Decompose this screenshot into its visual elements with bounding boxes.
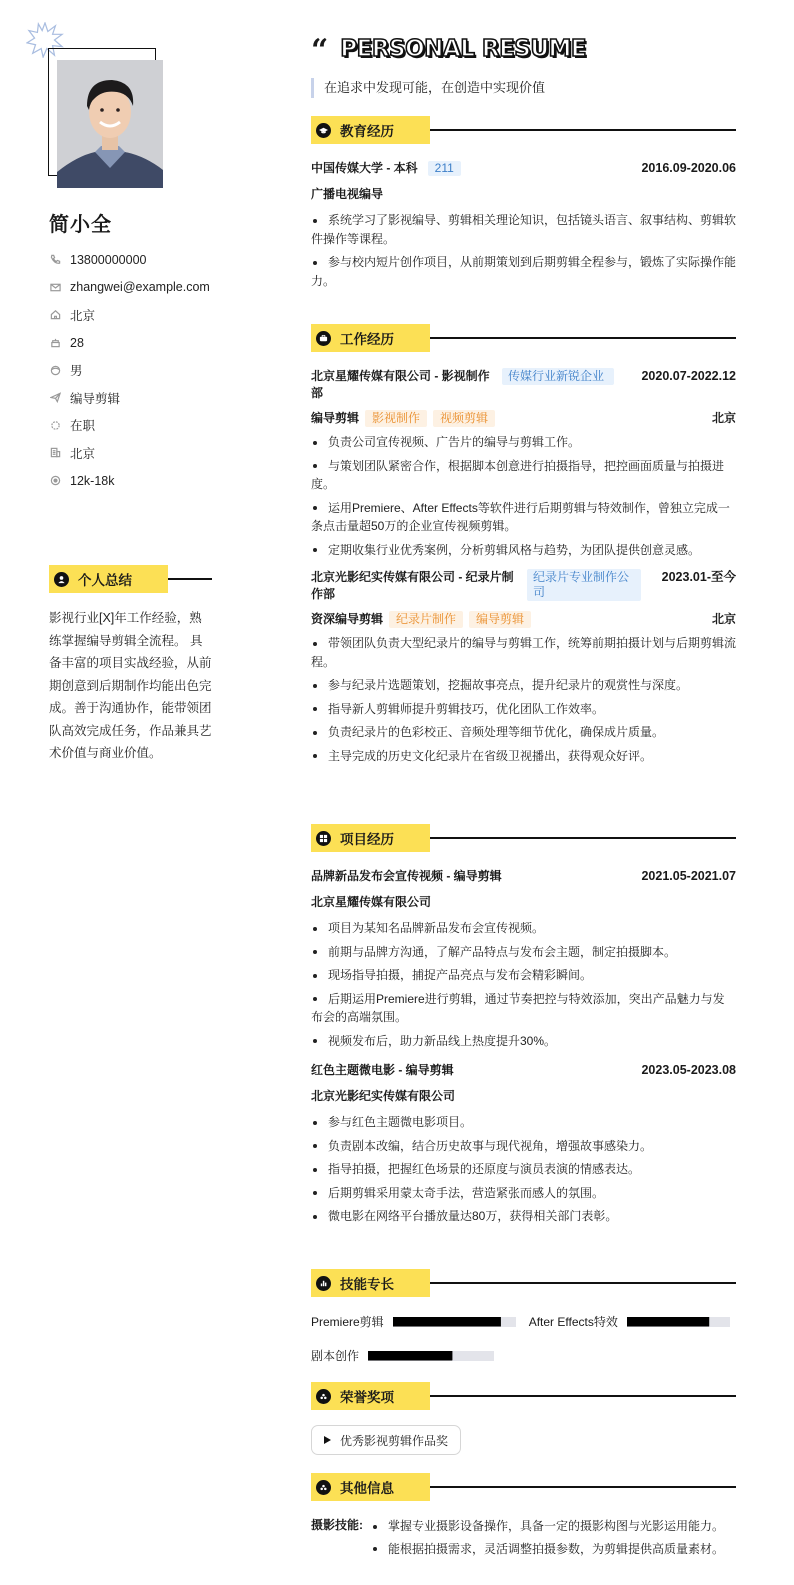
work-heading	[311, 324, 736, 352]
bullet-item: 带领团队负责大型纪录片的编导与剪辑工作，统筹前期拍摄计划与后期剪辑流程。	[311, 634, 736, 671]
section-title: 个人总结	[78, 573, 132, 588]
contact-email	[49, 274, 210, 302]
skill-bar	[627, 1317, 730, 1327]
bullet-item: 系统学习了影视编导、剪辑相关理论知识，包括镜头语言、叙事结构、剪辑软件操作等课程。	[311, 211, 736, 248]
section-title: 荣誉奖项	[340, 1390, 394, 1405]
project-bullets	[311, 1113, 736, 1226]
projects-section	[311, 824, 736, 1231]
play-icon	[324, 1436, 331, 1444]
education-heading	[311, 116, 736, 144]
bullet-item: 参与纪录片选题策划，挖掘故事亮点，提升纪录片的观赏性与深度。	[311, 676, 736, 695]
award-icon	[316, 1389, 331, 1404]
info-icon	[316, 1480, 331, 1495]
job-role: 编导剪辑	[311, 411, 360, 425]
bullet-item: 负责纪录片的色彩校正、音频处理等细节优化，确保成片质量。	[311, 723, 736, 742]
bullet-item: 项目为某知名品牌新品发布会宣传视频。	[311, 919, 736, 938]
section-tag	[311, 1269, 430, 1297]
skill-tag: 编导剪辑	[469, 611, 531, 628]
bullet-item: 能根据拍摄需求，灵活调整拍摄参数，为剪辑提供高质量素材。	[371, 1540, 724, 1559]
project-item	[311, 868, 736, 1050]
contact-gender	[49, 356, 210, 384]
left-column	[0, 0, 290, 1585]
skill-scriptwriting	[311, 1347, 494, 1364]
salary-icon	[49, 475, 61, 487]
send-icon	[49, 392, 61, 404]
skill-level	[368, 1351, 452, 1361]
section-title: 教育经历	[340, 124, 394, 139]
project-company: 北京星耀传媒有限公司	[311, 895, 432, 909]
skill-name: Premiere剪辑	[311, 1315, 384, 1329]
bullet-item: 现场指导拍摄，捕捉产品亮点与发布会精彩瞬间。	[311, 966, 736, 985]
company-name: 北京光影纪实传媒有限公司 - 纪录片制作部	[311, 570, 514, 601]
bullet-item: 后期运用Premiere进行剪辑，通过节奏把控与特效添加，突出产品魅力与发布会的高端氛围。	[311, 990, 736, 1027]
work-item	[311, 569, 736, 765]
school-name: 中国传媒大学 - 本科	[311, 161, 418, 175]
skill-tag: 纪录片制作	[389, 611, 463, 628]
bullet-item: 参与红色主题微电影项目。	[311, 1113, 736, 1132]
section-tag	[49, 565, 168, 593]
section-tag	[311, 116, 430, 144]
section-divider	[430, 129, 736, 131]
award-label: 优秀影视剪辑作品奖	[340, 1433, 449, 1448]
skill-bar	[368, 1351, 494, 1361]
education-date: 2016.09-2020.06	[641, 161, 736, 175]
skill-name: 剧本创作	[311, 1349, 360, 1363]
education-section	[311, 116, 736, 295]
profile-name: 简小全	[49, 214, 112, 236]
awards-heading	[311, 1382, 736, 1410]
bullet-item: 参与校内短片创作项目，从前期策划到后期剪辑全程参与，锻炼了实际操作能力。	[311, 253, 736, 290]
section-title: 项目经历	[340, 832, 394, 847]
section-divider	[430, 1282, 736, 1284]
skill-level	[393, 1317, 501, 1327]
contact-position	[49, 384, 210, 412]
summary-heading	[49, 565, 212, 593]
other-heading	[311, 1473, 736, 1501]
bullet-item: 运用Premiere、After Effects等软件进行后期剪辑与特效制作，曾独立完成一条点击量超50万的企业宣传视频剪辑。	[311, 499, 736, 536]
contact-value: 28	[70, 335, 84, 350]
company-badge: 纪录片专业制作公司	[527, 569, 641, 601]
education-item	[311, 160, 736, 290]
section-title: 工作经历	[340, 332, 394, 347]
section-title: 技能专长	[340, 1277, 394, 1292]
title-text: PERSONAL RESUME	[340, 36, 587, 62]
bullet-item: 与策划团队紧密合作，根据脚本创意进行拍摄指导，把控画面质量与拍摄进度。	[311, 457, 736, 494]
other-label: 摄影技能:	[311, 1518, 363, 1532]
section-divider	[430, 837, 736, 839]
company-name: 北京星耀传媒有限公司 - 影视制作部	[311, 369, 490, 400]
section-divider	[430, 1486, 736, 1488]
bullet-item: 负责公司宣传视频、广告片的编导与剪辑工作。	[311, 433, 736, 452]
avatar	[57, 60, 163, 188]
awards-section	[311, 1382, 736, 1455]
project-item	[311, 1062, 736, 1226]
contact-value: 13800000000	[70, 252, 147, 267]
contact-city	[49, 301, 210, 329]
work-date: 2020.07-2022.12	[641, 369, 736, 383]
skills-section	[311, 1269, 736, 1364]
briefcase-icon	[316, 331, 331, 346]
skill-tag: 视频剪辑	[433, 410, 495, 427]
contact-value: zhangwei@example.com	[70, 280, 210, 295]
projects-heading	[311, 824, 736, 852]
summary-text: 影视行业[X]年工作经验，熟练掌握编导剪辑全流程。 具备丰富的项目实战经验，从前期创意到后期制作均能出色完成。善于沟通协作，能带领团队高效完成任务，作品兼具艺术价值与商业价值。	[49, 611, 212, 760]
job-role: 资深编导剪辑	[311, 612, 384, 626]
award-list	[311, 1425, 736, 1455]
contact-phone	[49, 246, 210, 274]
work-bullets	[311, 433, 736, 559]
job-location: 北京	[711, 411, 736, 425]
work-date: 2023.01-至今	[661, 570, 736, 584]
contact-value: 北京	[70, 446, 96, 461]
work-section	[311, 324, 736, 770]
contact-age	[49, 329, 210, 357]
status-icon	[49, 419, 61, 431]
school-badge: 211	[428, 161, 461, 176]
skills-row	[311, 1313, 736, 1330]
contact-value: 编导剪辑	[70, 391, 121, 406]
section-title: 其他信息	[340, 1481, 394, 1496]
mail-icon	[49, 281, 61, 293]
skill-premiere	[311, 1313, 516, 1330]
contact-value: 12k-18k	[70, 473, 115, 488]
contact-salary	[49, 467, 210, 495]
bar-chart-icon	[316, 1276, 331, 1291]
gender-icon	[49, 364, 61, 376]
motto: 在追求中发现可能，在创造中实现价值	[311, 78, 545, 98]
bullet-item: 指导新人剪辑师提升剪辑技巧，优化团队工作效率。	[311, 700, 736, 719]
project-title: 品牌新品发布会宣传视频 - 编导剪辑	[311, 869, 502, 883]
contact-value: 男	[70, 364, 83, 379]
skill-level	[627, 1317, 709, 1327]
skill-name: After Effects特效	[528, 1315, 618, 1329]
job-location: 北京	[711, 612, 736, 626]
phone-icon	[49, 254, 61, 266]
bullet-item: 后期剪辑采用蒙太奇手法，营造紧张而感人的氛围。	[311, 1184, 736, 1203]
other-item	[311, 1517, 736, 1563]
bullet-item: 视频发布后，助力新品线上热度提升30%。	[311, 1032, 736, 1051]
bullet-item: 前期与品牌方沟通，了解产品特点与发布会主题，制定拍摄脚本。	[311, 943, 736, 962]
graduation-cap-icon	[316, 123, 331, 138]
contact-value: 北京	[70, 308, 96, 323]
work-item	[311, 368, 736, 559]
bullet-item: 主导完成的历史文化纪录片在省级卫视播出，获得观众好评。	[311, 747, 736, 766]
project-bullets	[311, 919, 736, 1050]
section-divider	[430, 1395, 736, 1397]
resume-title	[311, 28, 586, 70]
project-title: 红色主题微电影 - 编导剪辑	[311, 1063, 454, 1077]
skills-heading	[311, 1269, 736, 1297]
home-icon	[49, 309, 61, 321]
bullet-item: 指导拍摄，把握红色场景的还原度与演员表演的情感表达。	[311, 1160, 736, 1179]
award-item[interactable]	[311, 1425, 461, 1455]
project-company: 北京光影纪实传媒有限公司	[311, 1089, 456, 1103]
contact-work-city	[49, 439, 210, 467]
section-tag	[311, 824, 430, 852]
bullet-item: 掌握专业摄影设备操作，具备一定的摄影构图与光影运用能力。	[371, 1517, 724, 1536]
other-bullets	[371, 1517, 724, 1563]
section-tag	[311, 324, 430, 352]
education-bullets	[311, 211, 736, 290]
contact-status	[49, 412, 210, 440]
bullet-item: 负责剧本改编，结合历史故事与现代视角，增强故事感染力。	[311, 1137, 736, 1156]
skill-after-effects	[529, 1313, 730, 1330]
section-divider	[430, 337, 736, 339]
project-date: 2021.05-2021.07	[641, 869, 736, 883]
contact-list	[49, 246, 210, 494]
other-section	[311, 1473, 736, 1563]
skills-row	[311, 1347, 736, 1364]
grid-icon	[316, 831, 331, 846]
skill-bar	[393, 1317, 516, 1327]
bullet-item: 定期收集行业优秀案例，分析剪辑风格与趋势，为团队提供创意灵感。	[311, 541, 736, 560]
skill-tag: 影视制作	[365, 410, 427, 427]
user-icon	[54, 572, 69, 587]
contact-value: 在职	[70, 419, 96, 434]
section-tag	[311, 1473, 430, 1501]
project-date: 2023.05-2023.08	[641, 1063, 736, 1077]
company-badge: 传媒行业新锐企业	[502, 368, 614, 385]
bullet-item: 微电影在网络平台播放量达80万，获得相关部门表彰。	[311, 1207, 736, 1226]
section-tag	[311, 1382, 430, 1410]
building-icon	[49, 447, 61, 459]
section-divider	[168, 578, 212, 580]
major: 广播电视编导	[311, 187, 384, 201]
cake-icon	[49, 337, 61, 349]
quote-mark: “	[311, 33, 329, 68]
work-bullets	[311, 634, 736, 765]
